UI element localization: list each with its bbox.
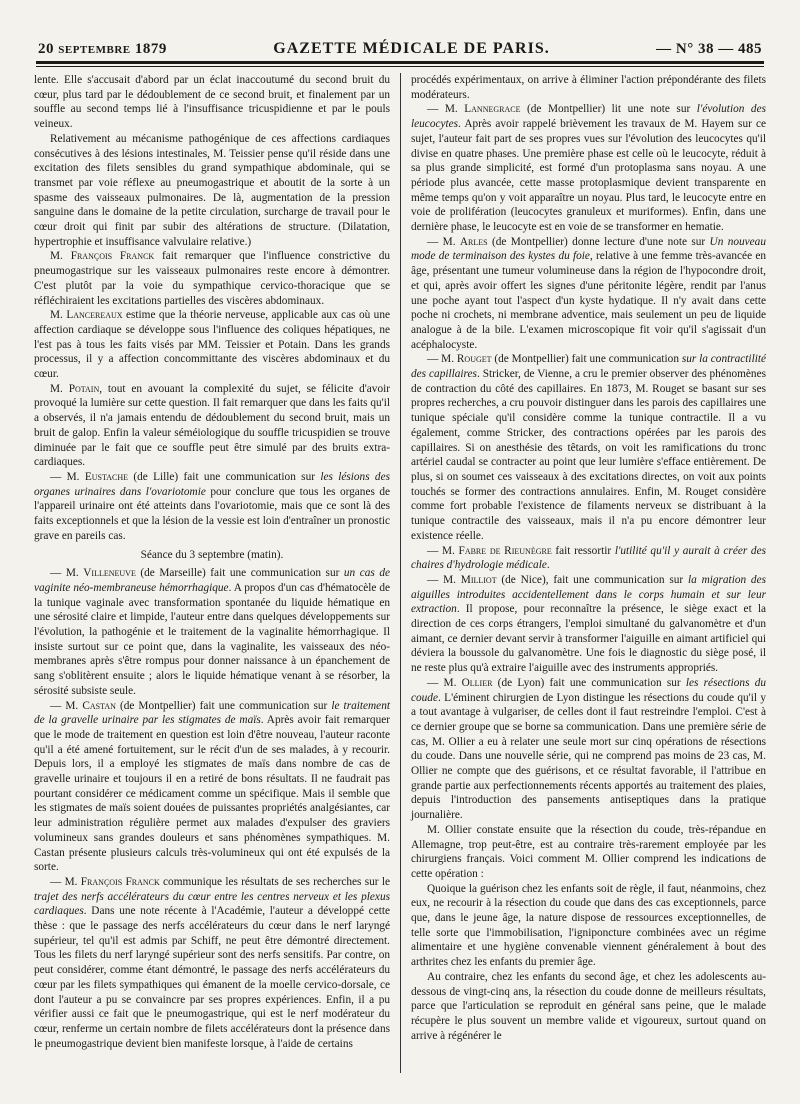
paragraph: [411, 544, 766, 573]
text-run: M.: [50, 382, 69, 395]
issue-date: [38, 41, 167, 58]
paragraph: [34, 566, 390, 698]
paragraph: [34, 875, 390, 1051]
text-run: — M.: [427, 353, 457, 366]
text-run: — M.: [50, 875, 81, 888]
paragraph: [34, 308, 390, 382]
paragraph: [34, 132, 390, 250]
paragraph: [411, 352, 766, 543]
text-run: estime que la théorie nerveuse, applicable aux cas où une affection cardiaque se développe sous l'influence des coliques hépatiques, ne l'est pas à tous les faits visés par MM. Teissier et Potain. Dans les grands processus, il y a affection concommittante des viscères abdominaux et du cœur.: [34, 309, 390, 381]
text-run: (de Marseille) fait une communication sur: [135, 567, 344, 580]
page-number: 485: [738, 41, 762, 57]
header-rule-thick: [36, 61, 764, 64]
author-name: François Franck: [80, 875, 160, 888]
article-topic: sur la contractilité des capillaires: [411, 353, 766, 381]
text-run: .: [546, 559, 550, 572]
text-run: communique les résultats de ses recherches sur le: [159, 875, 390, 888]
author-name: Castan: [82, 699, 116, 712]
text-run: — M.: [427, 235, 460, 248]
text-run: — M.: [427, 573, 461, 586]
author-name: Fabre de Rieunègre: [458, 544, 552, 557]
date-day: 20: [38, 41, 54, 57]
paragraph: [34, 249, 390, 308]
text-run: Relativement au mécanisme pathogénique de ces affections cardiaques consécutives à des lésions intestinales, M. Teissier pense qu'il réside dans une excitation des filets sensibles du grand sympathique abdominale, qui se transmet par voie réflexe au pneumogastrique et aboutit de la sorte à un spasme des vaisseaux pulmonaires. De là, augmentation de la pression sanguine dans le domaine de la petite circulation, surcharge de travail pour le cœur droit qui finit par subir des altérations de structure. (Dilatation, hypertrophie et insuffisance valvulaire relative.): [34, 132, 390, 248]
author-name: Lancereaux: [66, 309, 123, 322]
text-run: — M.: [50, 567, 84, 580]
section-heading: [34, 548, 390, 563]
text-run: — M.: [50, 699, 83, 712]
author-name: Potain: [68, 382, 100, 395]
text-run: . Après avoir rappelé brièvement les travaux de M. Hayem sur ce sujet, l'auteur fait part de ses propres vues sur l'évolution des leucocytes qu'il divise en quatre phases. Une première phase est celle où le leucocyte, réduit à sa plus grande simplicité, est formé d'un protoplasma sans noyau. A une période plus avancée, cette masse protoplasmique devient transparente en même temps qu'on y voit apparaître un noyau. Plus tard, le leucocyte entre en voie de prolifération (leucocytes granuleux et muriformes). Enfin, dans une dernière phase, le leucocyte est en voie de se transformer en hematie.: [411, 118, 766, 234]
header-rule-thin: [36, 66, 764, 67]
author-name: Milliot: [460, 573, 497, 586]
text-run: (de Montpellier) lit une note sur: [520, 103, 697, 116]
page-header: [34, 40, 766, 61]
paragraph: [34, 699, 390, 875]
paragraph: [411, 882, 766, 970]
author-name: Lannegrace: [464, 103, 521, 116]
article-topic: Un nouveau mode de terminaison des kystes du foie: [411, 235, 766, 263]
text-run: . Stricker, de Vienne, a cru le premier observer des phénomènes de contraction du côté des capillaires. En 1873, M. Rouget se basant sur ses propres recherches, a cru pouvoir distinguer dans les parois des capillaires une tunique spéciale qu'il considère comme la tunique contractile. Il a vu également, comme Stricker, des contractions opérées par les parois des capillaires. Si on anesthésie des têtards, on voit les ramifications du tronc artériel caudal se contracter au point que leur lumière s'efface entièrement. De plus, si on soumet ces vaisseaux à des excitations directes, on voit aux points touchés se former des contractions annulaires. Enfin, M. Rouget considère comme fort probable l'existence de filaments nerveux se distribuant à la tunique contractile des vaisseaux, mais il n'a pu encore démontrer leur existence réelle.: [411, 368, 766, 542]
text-run: fait remarquer que l'influence constrictive du pneumogastrique sur les vaisseaux pulmonaires reste encore à démontrer. C'est plutôt par la voie du sympathique cervico-thoracique que se réfléchiraient les excitations partielles des viscères abdominaux.: [34, 250, 391, 307]
text-run: Séance du 3 septembre (matin).: [140, 548, 284, 561]
author-name: Rouget: [456, 353, 492, 366]
text-run: M. Ollier constate ensuite que la résection du coude, très-répandue en Allemagne, trop peut-être, est au contraire très-rarement employée par les chirurgiens français. Voici comment M. Ollier comprend les indications de cette opération :: [411, 823, 766, 880]
article-columns: [34, 73, 766, 1073]
text-run: (de Lille) fait une communication sur: [128, 470, 321, 483]
text-run: pour conclure que tous les organes de l'appareil urinaire ont été atteints dans l'ovariotomie, mais que ce sont là des faits exceptionnels et que la lésion de la vessie est loin d'entraîner un pronostic grave en pareils cas.: [34, 485, 390, 542]
article-topic: l'utilité qu'il y aurait à créer des chaires d'hydrologie médicale: [411, 544, 766, 572]
text-run: (de Montpellier) fait une communication: [491, 353, 682, 366]
left-column: [34, 73, 400, 1073]
paragraph: [411, 676, 766, 823]
author-name: Eustache: [84, 470, 128, 483]
text-run: — M.: [427, 544, 459, 557]
text-run: , relative à une femme très-avancée en âge, présentant une tumeur volumineuse dans la région de l'hypocondre droit, et qui, après avoir offert les signes d'une péritonite légère, rendit par l'anus une poche ayant tout l'aspect d'un kyste hydatique. Il n'y avait dans cette poche ni crochets, ni membrane adventice, mais seulement un peu de liquide analogue à de la bile. L'examen microscopique fit voir qu'il s'agissait d'un acéphalocyste.: [411, 250, 766, 351]
paragraph: [411, 573, 766, 676]
article-topic: les résections du coude: [411, 676, 766, 704]
paragraph: [34, 73, 390, 132]
text-run: . A propos d'un cas d'hématocèle de la tunique vaginale avec transformation spontanée du liquide hématique en une sérosité claire et limpide, l'auteur entre dans quelques développements sur l'évolution, la pathogénie et le traitement de la vaginalite hémorrhagique. Il insiste surtout sur ce point que, dans la vaginalite, les vaisseaux des néo-membranes après s'être rompus pour donner naissance à un épanchement de sang s'oblitèrent ensuite ; alors le liquide hématique venant à se résorber, la sérosité subsiste seule.: [34, 581, 390, 697]
paragraph: [34, 470, 390, 544]
text-run: (de Nice), fait une communication sur: [496, 573, 688, 586]
paragraph: [411, 73, 766, 102]
article-topic: trajet des nerfs accélérateurs du cœur entre les centres nerveux et les plexus cardiaques: [34, 890, 390, 918]
text-run: — M.: [427, 103, 465, 116]
article-topic: la migration des aiguilles introduites accidentellement dans le corps humain et sur leur extraction: [411, 573, 766, 616]
text-run: Quoique la guérison chez les enfants soit de règle, il faut, néanmoins, chez eux, ne recourir à la résection du coude que dans des cas exceptionnels, parce que, dans le jeune âge, la nature dispose de ressources exceptionnelles, de telle sorte que l'immobilisation, l'igniponcture combinées avec un régime alimentaire et une hygiène convenable viennent généralement à bout des arthrites chez les enfants du premier âge.: [411, 882, 766, 969]
author-name: Ollier: [461, 676, 493, 689]
text-run: . Il propose, pour reconnaître la présence, le siège exact et la direction de ces corps étrangers, l'emploi simultané du galvanomètre et d'un aimant, ce dernier devant servir à transformer l'aiguille en aimant artificiel qui déviera la boussole du galvanomètre. Une fois le diagnostic du siège posé, il ne reste plus qu'à extraire l'aiguille avec des instruments appropriés.: [411, 603, 766, 675]
text-run: Au contraire, chez les enfants du second âge, et chez les adolescents au-dessous de vingt-cinq ans, la résection du coude donne de meilleurs résultats, parce que l'articulation se reproduit en général sans peine, que le malade récupère le plus souvent un membre valide et vigoureux, surtout quand on arrive à régénérer le: [411, 970, 766, 1042]
text-run: M.: [50, 250, 71, 263]
text-run: — M.: [427, 676, 462, 689]
text-run: , tout en avouant la complexité du sujet, se félicite d'avoir provoqué la lumière sur cette question. Il fait remarquer que dans les faits qu'il a observés, il n'a jamais entendu de dédoublement du second bruit, mais un bruit de galop. Enfin la valeur séméiologique du souffle tricuspidien se trouve diminuée par le fait que ce souffle peut être simulé par des bruits extra-cardiaques.: [34, 382, 390, 469]
text-run: procédés expérimentaux, on arrive à éliminer l'action prépondérante des filets modérateurs.: [411, 74, 766, 101]
date-month: septembre: [58, 41, 131, 57]
text-run: M.: [50, 309, 67, 322]
text-run: . Dans une note récente à l'Académie, l'auteur a développé cette thèse : que le passage des nerfs accélérateurs du cœur dans le nerf laryngé supérieur, tel qu'il est admis par Schiff, ne peut être démontré directement. Tous les filets du nerf laryngé supérieur sont des nerfs sensitifs. Par contre, on peut considérer, comme étant démontré, le passage des nerfs accélérateurs du cœur par les filets sympathiques qui émanent de la moelle cervico-dorsale, ce dont l'auteur a pu se convaincre par ses propres expériences. Enfin, il a pu vérifier aussi ce fait que le pneumogastrique, qui est le nerf modérateur du cœur, renferme un certain nombre de filets accélérateurs dont la présence dans le pneumogastrique devient bien manifeste lorsque, à l'aide de certains: [34, 905, 390, 1050]
text-run: fait ressortir: [551, 544, 615, 557]
text-run: (de Montpellier) donne lecture d'une note sur: [487, 235, 710, 248]
paragraph: [34, 382, 390, 470]
paragraph: [411, 102, 766, 234]
paragraph: [411, 823, 766, 882]
text-run: . L'éminent chirurgien de Lyon distingue les résections du coude qu'il y a tout avantage à vulgariser, de celles dont il faut restreindre l'emploi. C'est à ce dernier groupe que se borne sa communication. Dans une première série de cas, M. Ollier a eu à relater une seule mort sur cinq opérations de résections du coude. Dans une nouvelle série, qui ne comprend pas moins de 23 cas, M. Ollier ne compte que des guérisons, et ce résultat favorable, il l'attribue en grande partie aux perfectionnements récents apportés au traitement des plaies, depuis l'introduction des pansements antiseptiques dans la pratique journalière.: [411, 691, 766, 822]
text-run: (de Lyon) fait une communication sur: [492, 676, 686, 689]
text-run: (de Montpellier) fait une communication sur: [115, 699, 332, 712]
text-run: lente. Elle s'accusait d'abord par un éclat inaccoutumé du second bruit du cœur, plus tard par le dédoublement de ce second bruit, et finalement par un souffle au second temps lié à l'insuffisance tricuspidienne et par le pouls veineux.: [34, 74, 390, 131]
author-name: Arles: [459, 235, 488, 248]
text-run: — M.: [50, 470, 85, 483]
journal-title: GAZETTE MÉDICALE DE PARIS.: [273, 40, 550, 57]
article-topic: les lésions des organes urinaires dans l'ovariotomie: [34, 470, 390, 498]
paragraph: [411, 235, 766, 353]
article-topic: l'évolution des leucocytes: [411, 103, 766, 131]
issue-and-page: [656, 41, 762, 58]
author-name: François Franck: [70, 250, 155, 263]
paragraph: [411, 970, 766, 1044]
article-topic: le traitement de la gravelle urinaire par les stigmates de maïs: [34, 699, 390, 727]
text-run: . Après avoir fait remarquer que le mode de traitement en question est loin d'être nouveau, l'auteur raconte qu'il a été amené fortuitement, sur le récit d'un de ses malades, à y recourir. Depuis lors, il a employé les stigmates de maïs dans nombre de cas de gravelle urinaire et toujours il en a retiré de bons résultats. Il ne faudrait pas pourtant considérer ce médicament comme un spécifique. Mais il semble que les stigmates de maïs soient douées de puissantes propriétés analgésiantes, car leur administration régulière permet aux malades d'expulser des graviers volumineux sans grandes douleurs et sans phénomènes sympathiques. M. Castan présente plusieurs calculs très-volumineux qui ont été expulsés de la sorte.: [34, 714, 391, 874]
issue-number: — N° 38 —: [656, 41, 734, 57]
author-name: Villeneuve: [83, 567, 136, 580]
article-topic: un cas de vaginite néo-membraneuse hémorrhagique: [34, 567, 390, 594]
right-column: [400, 73, 766, 1073]
date-year: 1879: [134, 41, 167, 57]
